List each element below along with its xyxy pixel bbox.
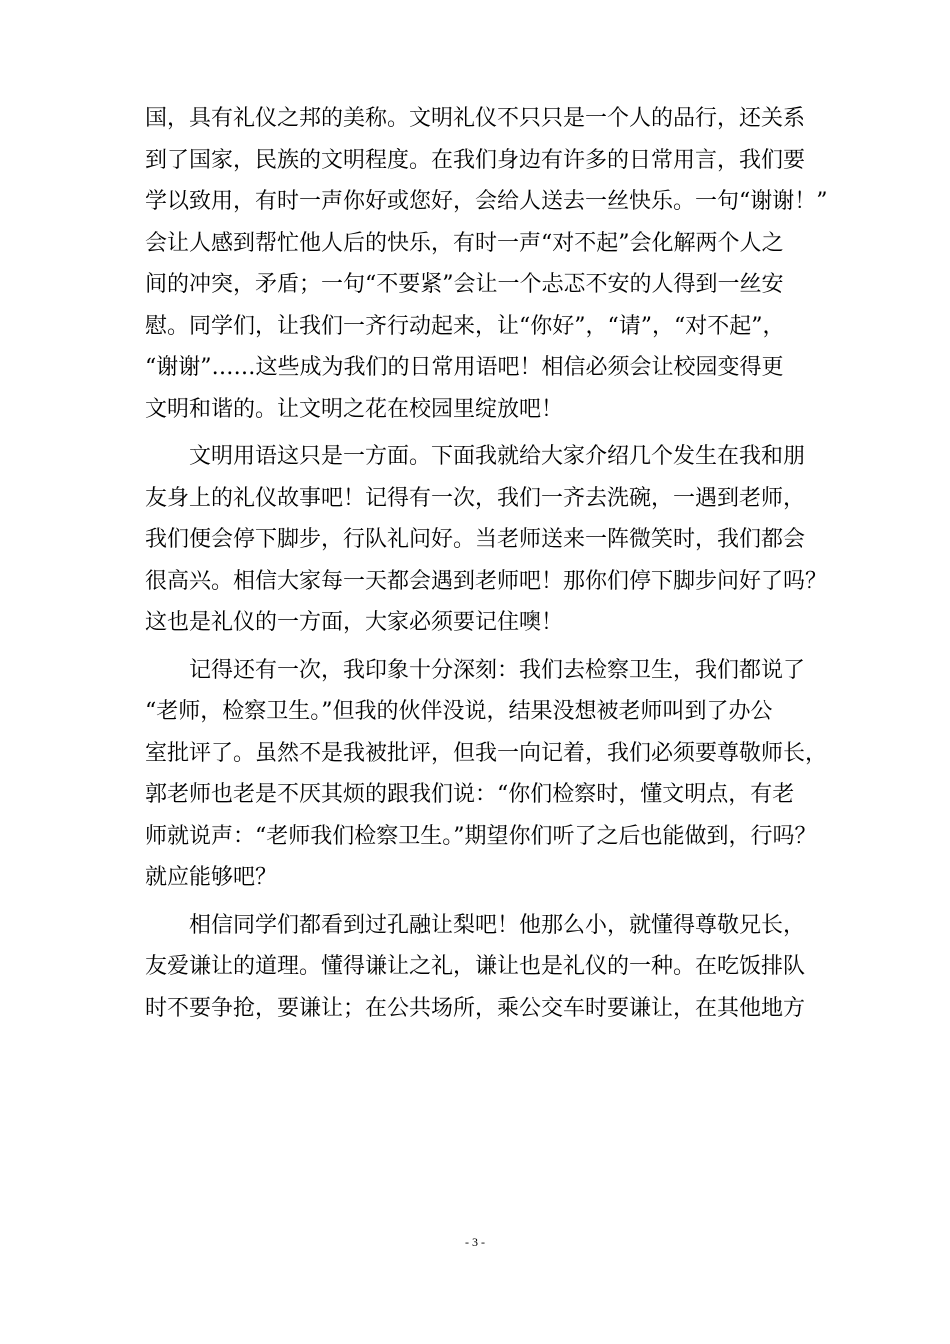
text-line: 这也是礼仪的一方面，大家必须要记住噢！ bbox=[145, 610, 564, 635]
text-line: 相信同学们都看到过孔融让梨吧！他那么小，就懂得尊敬兄长， bbox=[145, 912, 806, 938]
text-line: 到了国家，民族的文明程度。在我们身边有许多的日常用言，我们要 bbox=[145, 147, 806, 173]
text-line: 郭老师也老是不厌其烦的跟我们说：“你们检察时，懂文明点，有老 bbox=[145, 782, 795, 807]
paragraph-2 bbox=[145, 436, 828, 644]
paragraph-1 bbox=[145, 98, 828, 430]
text-line: 国，具有礼仪之邦的美称。文明礼仪不只只是一个人的品行，还关系 bbox=[145, 106, 806, 131]
paragraph-4 bbox=[145, 905, 825, 1030]
text-line: “谢谢”……这些成为我们的日常用语吧！相信必须会让校园变得更 bbox=[145, 355, 784, 380]
text-line: 很高兴。相信大家每一天都会遇到老师吧！那你们停下脚步问好了吗？ bbox=[145, 568, 828, 594]
text-line: 友爱谦让的道理。懂得谦让之礼，谦让也是礼仪的一种。在吃饭排队 bbox=[145, 954, 806, 979]
text-line: 文明和谐的。让文明之花在校园里绽放吧！ bbox=[145, 396, 564, 422]
text-line: 会让人感到帮忙他人后的快乐，有时一声“对不起”会化解两个人之 bbox=[145, 230, 784, 256]
text-line: 记得还有一次，我印象十分深刻：我们去检察卫生，我们都说了 bbox=[145, 657, 806, 683]
page-number: - 3 - bbox=[465, 1235, 485, 1249]
text-line: 学以致用，有时一声你好或您好，会给人送去一丝快乐。一句“谢谢！” bbox=[145, 189, 828, 214]
text-line: 就应能够吧？ bbox=[145, 865, 278, 890]
text-line: 友身上的礼仪故事吧！记得有一次，我们一齐去洗碗，一遇到老师， bbox=[145, 485, 806, 511]
body-text bbox=[145, 98, 828, 1029]
text-line: 室批评了。虽然不是我被批评，但我一向记着，我们必须要尊敬师长， bbox=[145, 740, 828, 766]
text-line: 时不要争抢，要谦让；在公共场所，乘公交车时要谦让，在其他地方 bbox=[145, 995, 806, 1021]
text-line: “老师，检察卫生。”但我的伙伴没说，结果没想被老师叫到了办公 bbox=[145, 699, 773, 724]
text-line: 我们便会停下脚步，行队礼问好。当老师送来一阵微笑时，我们都会 bbox=[145, 527, 806, 552]
text-line: 师就说声：“老师我们检察卫生。”期望你们听了之后也能做到，行吗？ bbox=[145, 823, 817, 849]
text-line: 文明用语这只是一方面。下面我就给大家介绍几个发生在我和朋 bbox=[145, 444, 806, 469]
text-line: 慰。同学们，让我们一齐行动起来，让“你好”，“请”，“对不起”， bbox=[145, 313, 785, 339]
text-line: 间的冲突，矛盾；一句“不要紧”会让一个忐忑不安的人得到一丝安 bbox=[145, 272, 784, 297]
paragraph-3 bbox=[145, 650, 828, 899]
